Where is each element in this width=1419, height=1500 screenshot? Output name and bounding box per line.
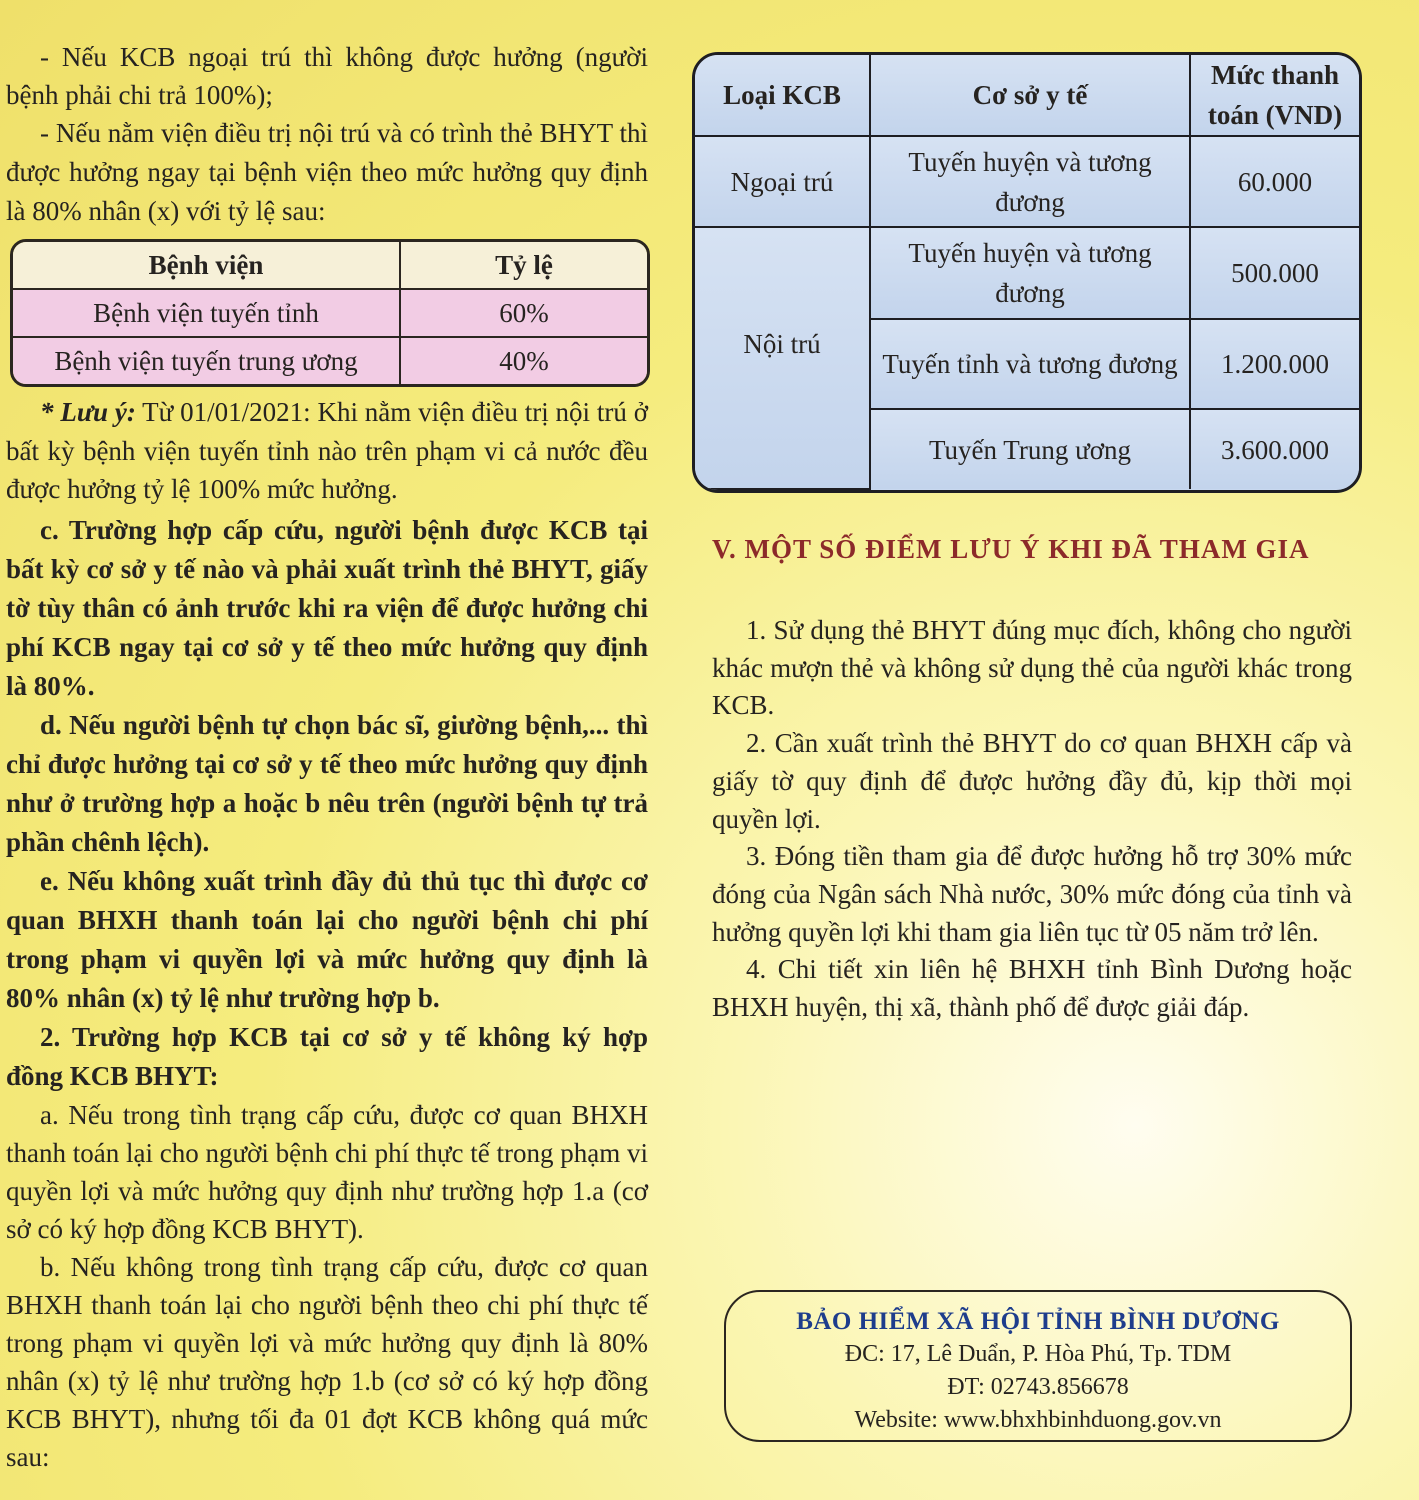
paragraph-c: c. Trường hợp cấp cứu, người bệnh được KCB tại bất kỳ cơ sở y tế nào và phải xuất trình thẻ BHYT, giấy tờ tùy thân có ảnh trước khi ra viện để được hưởng chi phí KCB ngay tại cơ sở y tế theo mức hưởng quy định là 80%. xyxy=(6,514,648,701)
cell-facility: Tuyến tỉnh và tương đương xyxy=(870,319,1190,409)
list-item: 1. Sử dụng thẻ BHYT đúng mục đích, không cho người khác mượn thẻ và không sử dụng thẻ của người khác trong KCB. xyxy=(712,615,1352,721)
paragraph-outpatient: - Nếu KCB ngoại trú thì không được hưởng (người bệnh phải chi trả 100%); xyxy=(6,42,648,110)
cell-rate: 60% xyxy=(400,289,647,337)
cell-type-inpatient: Nội trú xyxy=(695,227,870,489)
table-row xyxy=(13,289,647,337)
cell-facility: Tuyến huyện và tương đương xyxy=(870,136,1190,227)
header-hospital: Bệnh viện xyxy=(13,242,400,289)
section-v-title: V. MỘT SỐ ĐIỂM LƯU Ý KHI ĐÃ THAM GIA xyxy=(712,534,1310,564)
section-v-list xyxy=(712,612,1352,1027)
cell-hospital: Bệnh viện tuyến trung ương xyxy=(13,337,400,384)
contact-phone: ĐT: 02743.856678 xyxy=(947,1374,1129,1400)
table-header-row xyxy=(13,242,647,289)
paragraph-inpatient: - Nếu nằm viện điều trị nội trú và có trình thẻ BHYT thì được hưởng ngay tại bệnh viện theo mức hưởng quy định là 80% nhân (x) với tỷ lệ sau: xyxy=(6,118,648,226)
cell-amount: 3.600.000 xyxy=(1190,409,1359,489)
hospital-rate-table xyxy=(10,239,650,387)
table-row xyxy=(695,136,1359,227)
paragraph-d: d. Nếu người bệnh tự chọn bác sĩ, giường bệnh,... thì chỉ được hưởng tại cơ sở y tế theo mức hưởng quy định như ở trường hợp a hoặc b nêu trên (người bệnh tự trả phần chênh lệch). xyxy=(6,709,648,857)
organization-name: BẢO HIỂM XÃ HỘI TỈNH BÌNH DƯƠNG xyxy=(796,1308,1280,1335)
note-paragraph xyxy=(6,393,648,509)
cell-facility: Tuyến huyện và tương đương xyxy=(870,227,1190,319)
cell-type-outpatient: Ngoại trú xyxy=(695,136,870,227)
cell-amount: 500.000 xyxy=(1190,227,1359,319)
contact-box xyxy=(724,1290,1352,1442)
paragraph-e: e. Nếu không xuất trình đầy đủ thủ tục thì được cơ quan BHXH thanh toán lại cho người bệnh chi phí trong phạm vi quyền lợi và mức hưởng quy định là 80% nhân (x) tỷ lệ như trường hợp b. xyxy=(6,865,648,1013)
payment-limit-table xyxy=(692,52,1362,493)
table-row xyxy=(695,227,1359,319)
paragraph-2b: b. Nếu không trong tình trạng cấp cứu, được cơ quan BHXH thanh toán lại cho người bệnh theo chi phí thực tế trong phạm vi quyền lợi và mức hưởng quy định là 80% nhân (x) tỷ lệ như trường hợp 1.b (cơ sở có ký hợp đồng KCB BHYT), nhưng tối đa 01 đợt KCB không quá mức sau: xyxy=(6,1251,648,1472)
left-column xyxy=(6,38,648,1476)
table-header-row xyxy=(695,55,1359,136)
list-item: 3. Đóng tiền tham gia để được hưởng hỗ trợ 30% mức đóng của Ngân sách Nhà nước, 30% mức đóng của tỉnh và hưởng quyền lợi khi tham gia liên tục từ 05 năm trở lên. xyxy=(712,841,1352,947)
header-facility: Cơ sở y tế xyxy=(870,55,1190,136)
contact-address: ĐC: 17, Lê Duẩn, P. Hòa Phú, Tp. TDM xyxy=(844,1341,1232,1367)
note-label: * Lưu ý: xyxy=(40,397,136,427)
paragraph-2a: a. Nếu trong tình trạng cấp cứu, được cơ quan BHXH thanh toán lại cho người bệnh chi phí thực tế trong phạm vi quyền lợi và mức hưởng quy định như trường hợp 1.a (cơ sở có ký hợp đồng KCB BHYT). xyxy=(6,1099,648,1244)
cell-facility: Tuyến Trung ương xyxy=(870,409,1190,489)
note-text: Từ 01/01/2021: Khi nằm viện điều trị nội trú ở bất kỳ bệnh viện tuyến tỉnh nào trên phạm vi cả nước đều được hưởng tỷ lệ 100% mức hưởng. xyxy=(6,397,648,504)
table-row xyxy=(13,337,647,384)
cell-hospital: Bệnh viện tuyến tỉnh xyxy=(13,289,400,337)
list-item: 2. Cần xuất trình thẻ BHYT do cơ quan BHXH cấp và giấy tờ quy định để được hưởng đầy đủ, kịp thời mọi quyền lợi. xyxy=(712,728,1352,834)
contact-website: Website: www.bhxhbinhduong.gov.vn xyxy=(854,1407,1222,1433)
header-amount: Mức thanh toán (VND) xyxy=(1190,55,1359,136)
cell-amount: 1.200.000 xyxy=(1190,319,1359,409)
section-2-heading: 2. Trường hợp KCB tại cơ sở y tế không ký hợp đồng KCB BHYT: xyxy=(6,1021,648,1091)
header-rate: Tỷ lệ xyxy=(400,242,647,289)
header-type: Loại KCB xyxy=(695,55,870,136)
cell-rate: 40% xyxy=(400,337,647,384)
cell-amount: 60.000 xyxy=(1190,136,1359,227)
list-item: 4. Chi tiết xin liên hệ BHXH tỉnh Bình Dương hoặc BHXH huyện, thị xã, thành phố để được giải đáp. xyxy=(712,954,1352,1023)
